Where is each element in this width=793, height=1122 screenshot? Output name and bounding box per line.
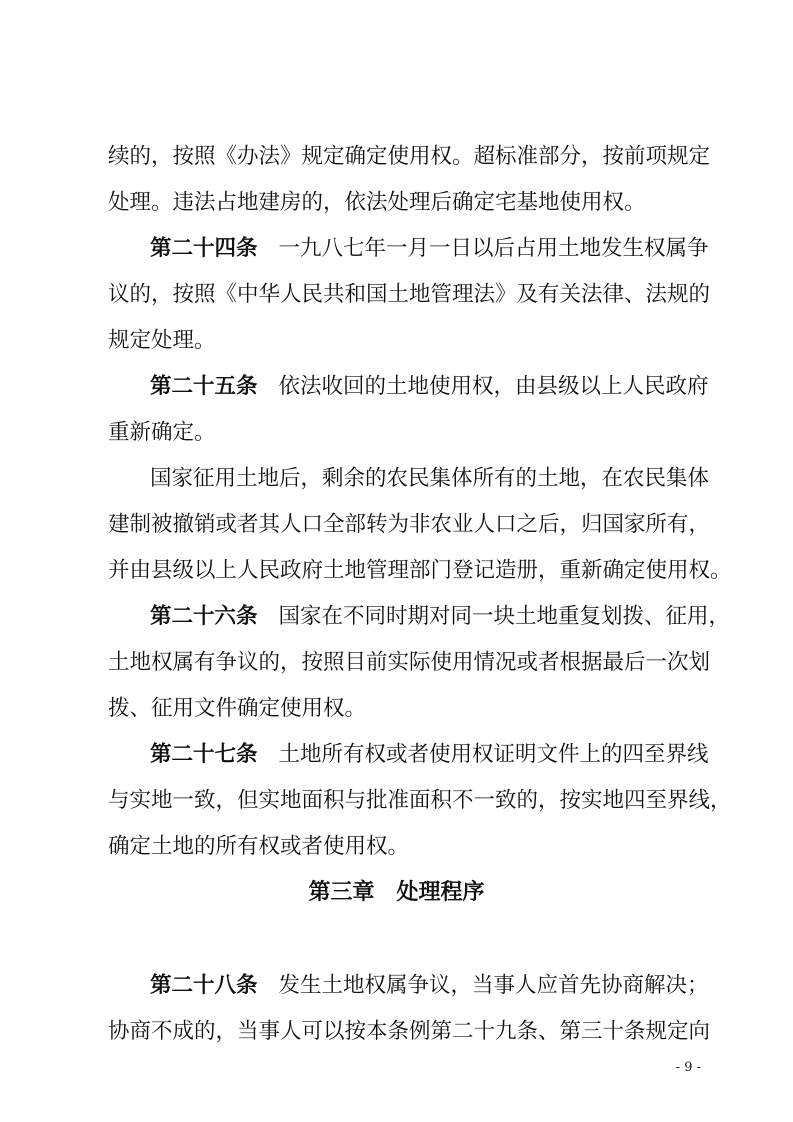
article-number: 第二十七条 [150,742,258,767]
article-number: 第二十四条 [150,236,258,261]
text-line: 拨、征用文件确定使用权。 [108,696,367,721]
text-segment: 依法收回的土地使用权，由县级以上人民政府 [278,374,709,399]
chapter-number: 第三章 [308,880,375,905]
text-segment: 土地所有权或者使用权证明文件上的四至界线 [278,742,709,767]
text-line: 处理。违法占地建房的，依法处理后确定宅基地使用权。 [108,190,646,215]
article-27-line [150,735,708,775]
text-line: 土地权属有争议的，按照目前实际使用情况或者根据最后一次划 [108,650,711,675]
text-segment: 一九八七年一月一日以后占用土地发生权属争 [278,236,709,261]
text-line: 续的，按照《办法》规定确定使用权。超标准部分，按前项规定 [108,144,711,169]
text-segment: 国家在不同时期对同一块土地重复划拨、征用， [278,604,731,629]
article-28-line [150,966,708,1006]
article-number: 第二十八条 [150,973,258,998]
article-24-line [150,229,708,269]
text-line: 规定处理。 [108,328,216,353]
text-line: 协商不成的，当事人可以按本条例第二十九条、第三十条规定向 [108,1019,711,1044]
chapter-title: 处理程序 [396,880,485,905]
page-number: - 9 - [675,1060,701,1075]
text-line: 确定土地的所有权或者使用权。 [108,834,410,859]
text-segment: 发生土地权属争议，当事人应首先协商解决； [278,973,709,998]
text-line: 重新确定。 [108,420,216,445]
article-number: 第二十六条 [150,604,258,629]
chapter-heading [0,873,793,913]
text-line: 建制被撤销或者其人口全部转为非农业人口之后，归国家所有， [108,512,711,537]
article-25-line [150,367,708,407]
article-26-line [150,597,731,637]
article-number: 第二十五条 [150,374,258,399]
text-line: 国家征用土地后，剩余的农民集体所有的土地，在农民集体 [150,466,710,491]
text-line: 与实地一致，但实地面积与批准面积不一致的，按实地四至界线， [108,788,732,813]
text-line: 并由县级以上人民政府土地管理部门登记造册，重新确定使用权。 [108,558,732,583]
text-line: 议的，按照《中华人民共和国土地管理法》及有关法律、法规的 [108,282,711,307]
